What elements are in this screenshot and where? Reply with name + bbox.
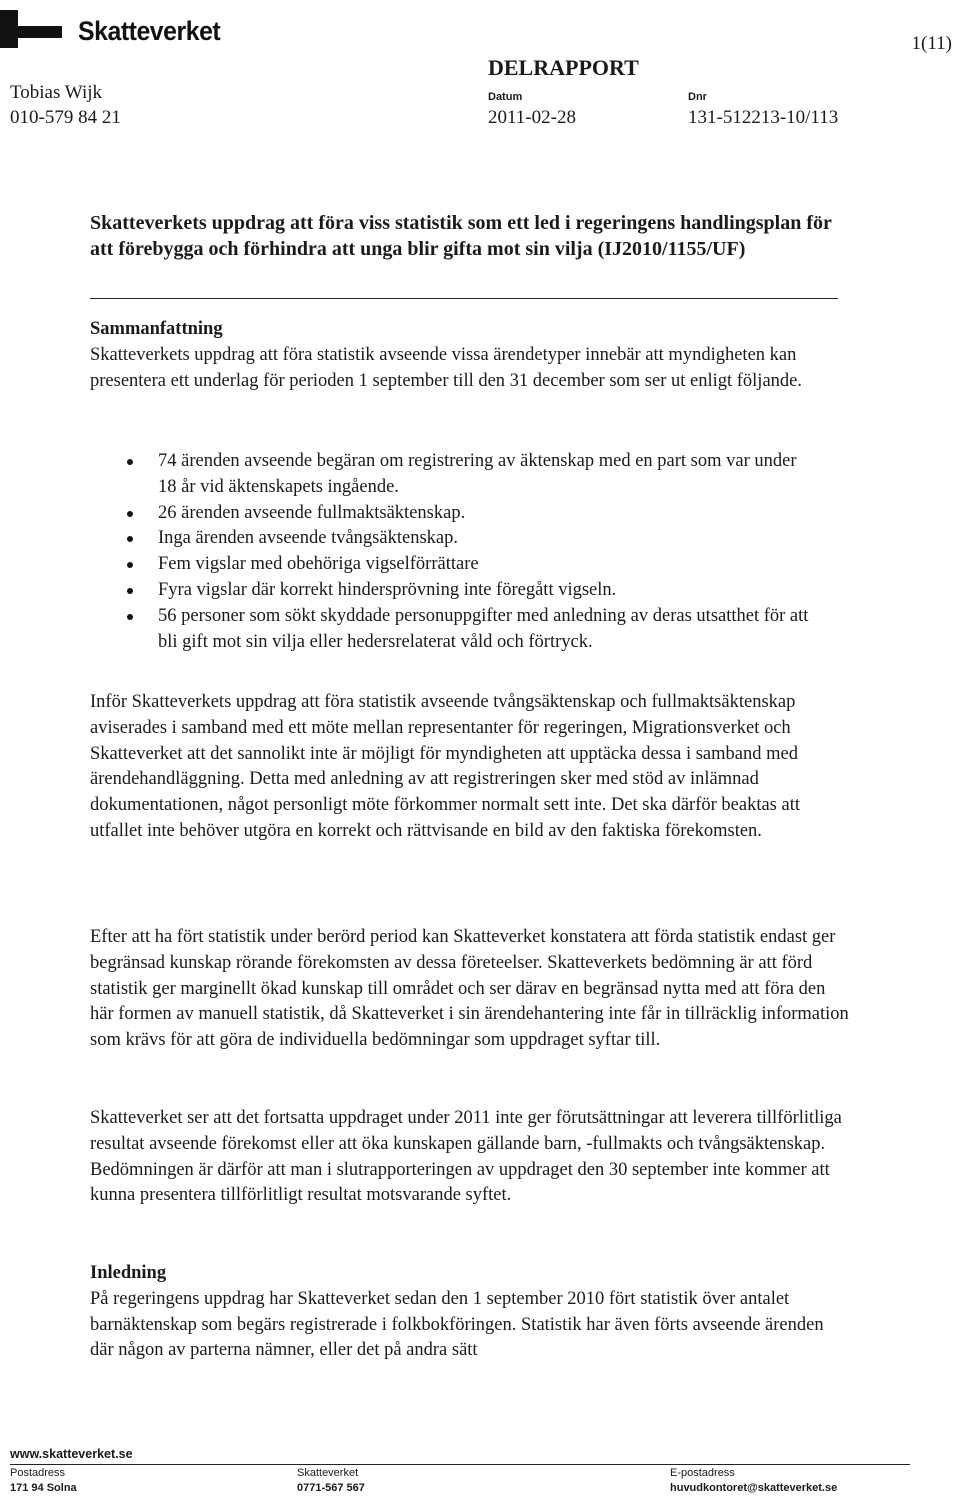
date-value: 2011-02-28 — [488, 107, 576, 128]
phone-value: 0771-567 567 — [297, 1482, 365, 1494]
introduction-heading: Inledning — [90, 1263, 167, 1283]
footer-phone — [297, 1466, 365, 1496]
list-item: Fyra vigslar där korrekt hindersprövning inte föregått vigseln. — [90, 578, 810, 604]
postal-value: 171 94 Solna — [10, 1482, 77, 1494]
email-label: E-postadress — [670, 1467, 735, 1479]
author-name: Tobias Wijk — [10, 82, 103, 103]
author-phone: 010-579 84 21 — [10, 107, 121, 128]
footer-website-link[interactable]: www.skatteverket.se — [10, 1447, 133, 1461]
list-item: 56 personer som sökt skyddade personuppgifter med anledning av deras utsatthet för att bli gift mot sin vilja eller hedersrelaterat våld och förtryck. — [90, 604, 810, 656]
document-type: DELRAPPORT — [488, 55, 639, 80]
email-value[interactable]: huvudkontoret@skatteverket.se — [670, 1482, 838, 1494]
list-item: 26 ärenden avseende fullmaktsäktenskap. — [90, 501, 810, 527]
title-divider — [90, 298, 838, 299]
summary-intro: Skatteverkets uppdrag att föra statistik avseende vissa ärendetyper innebär att myndigheten kan presentera ett underlag för perioden 1 september till den 31 december som ser ut enligt följande. — [90, 344, 802, 391]
footer-postal — [10, 1466, 77, 1496]
introduction-section — [90, 1261, 850, 1364]
introduction-text: På regeringens uppdrag har Skatteverket sedan den 1 september 2010 fört statistik över antalet barnäktenskap som begärs registrerade i folkbokföringen. Statistik har även förts avseende ärenden där någon av parterna nämner, eller det på andra sätt — [90, 1288, 824, 1361]
brand-name: Skatteverket — [78, 16, 221, 46]
page-number: 1(11) — [911, 33, 952, 54]
document-title: Skatteverkets uppdrag att föra viss statistik som ett led i regeringens handlingsplan för att förebygga och förhindra att unga blir gifta mot sin vilja (IJ2010/1155/UF) — [90, 212, 832, 260]
list-item: Inga ärenden avseende tvångsäktenskap. — [90, 526, 810, 552]
list-item: 74 ärenden avseende begäran om registrering av äktenskap med en part som var under 18 år vid äktenskapets ingående. — [90, 449, 810, 501]
summary-heading: Sammanfattning — [90, 319, 223, 339]
paragraph: Skatteverket ser att det fortsatta uppdraget under 2011 inte ger förutsättningar att leverera tillförlitliga resultat avseende förekomst eller att öka kunskapen gällande barn, -fullmakts och tvångsäktenskap. Bedömningen är därför att man i slutrapporteringen av uppdraget den 30 september inte kommer att kunna presentera tillförlitligt resultat motsvarande syftet. — [90, 1108, 842, 1206]
footer-divider — [10, 1464, 910, 1465]
postal-label: Postadress — [10, 1467, 66, 1479]
skatteverket-logo-mark — [0, 10, 62, 48]
summary-bullet-list — [90, 449, 810, 655]
paragraph: Inför Skatteverkets uppdrag att föra statistik avseende tvångsäktenskap och fullmaktsäktenskap aviserades i samband med ett möte mellan representanter för regeringen, Migrationsverket och Skatteverket att det sannolikt inte är möjligt för myndigheten att upptäcka dessa i samband med ärendehandläggning. Detta med anledning av att registreringen sker med stöd av inlämnad dokumentationen, något personligt möte förkommer normalt sett inte. Det ska därför beaktas att utfallet inte behöver utgöra en korrekt och rättvisande en bild av den faktiska förekomsten. — [90, 692, 801, 841]
paragraph: Efter att ha fört statistik under berörd period kan Skatteverket konstatera att förda statistik endast ger begränsad kunskap rörande förekomsten av dessa företeelser. Skatteverkets bedömning är att förd statistik ger marginellt ökad kunskap till området och ser därav en begränsad nytta med att föra den här formen av manuell statistik, då Skatteverket i sin ärendehantering inte får in tillräcklig information som krävs för att göra de individuella bedömningar som uppdraget syftar till. — [90, 927, 849, 1051]
list-item: Fem vigslar med obehöriga vigselförrättare — [90, 552, 810, 578]
summary-section — [90, 317, 850, 394]
phone-label: Skatteverket — [297, 1467, 359, 1479]
dnr-value: 131-512213-10/113 — [688, 107, 839, 128]
dnr-label: Dnr — [688, 91, 707, 103]
footer-email — [670, 1466, 837, 1496]
date-label: Datum — [488, 91, 523, 103]
